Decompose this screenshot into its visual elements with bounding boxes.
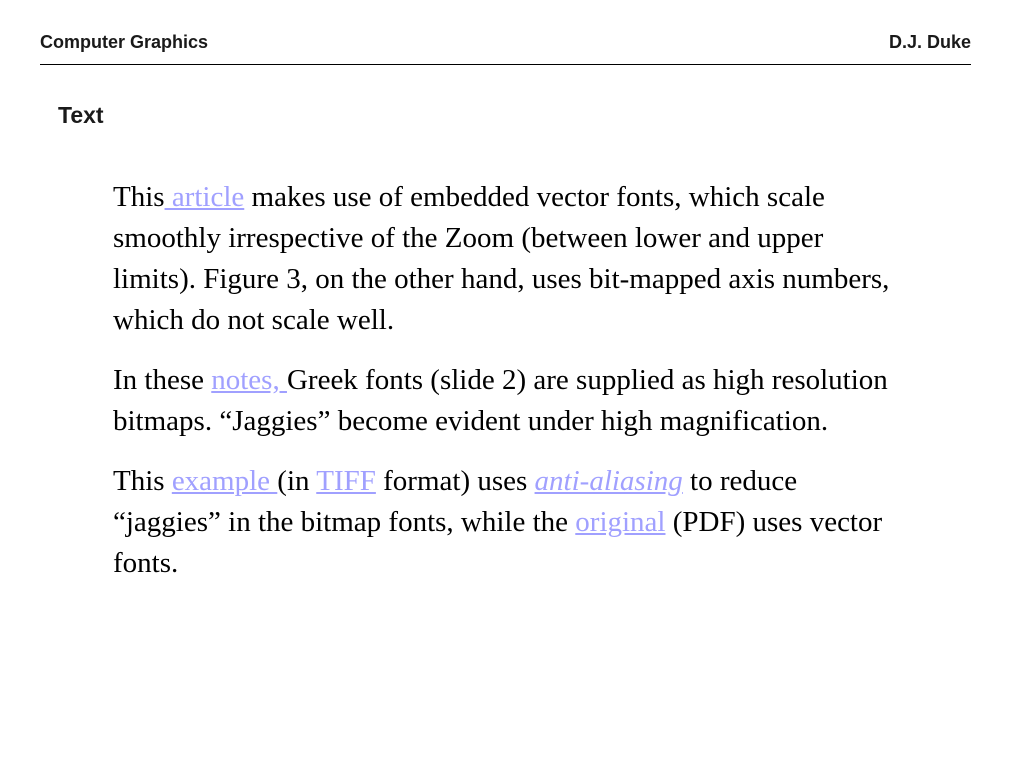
tiff-link[interactable]: TIFF — [316, 465, 376, 497]
paragraph-1 — [113, 177, 903, 341]
paragraph-1-text: This — [113, 181, 165, 213]
paragraph-2-text: Greek fonts (slide 2) are supplied as high resolution bitmaps. “Jaggies” become evident under high magnification. — [113, 364, 888, 437]
paragraph-3 — [113, 461, 903, 584]
slide-header — [40, 30, 971, 65]
author-name: D.J. Duke — [888, 32, 971, 52]
paragraph-3-text: (in — [277, 465, 317, 497]
paragraph-3-text: format) uses — [375, 465, 535, 497]
original-link[interactable]: original — [575, 506, 666, 538]
example-link[interactable]: example — [171, 465, 278, 497]
slide-body — [113, 177, 913, 603]
paragraph-3-text: This — [113, 465, 172, 497]
paragraph-1-text: makes use of embedded vector fonts, which scale smoothly irrespective of the Zoom (between lower and upper limits). Figure 3, on the other hand, uses bit-mapped axis numbers, which do not scale well. — [113, 181, 890, 336]
slide-title: Text — [58, 102, 104, 128]
anti-aliasing-link[interactable]: anti-aliasing — [534, 465, 683, 497]
notes-link[interactable]: notes, — [211, 364, 287, 396]
paragraph-2-text: In these — [113, 364, 212, 396]
article-link[interactable]: article — [164, 181, 245, 213]
paragraph-3-text: (PDF) uses vector fonts. — [113, 506, 883, 579]
paragraph-2 — [113, 360, 903, 442]
course-title: Computer Graphics — [40, 32, 209, 52]
paragraph-3-text: to reduce “jaggies” in the bitmap fonts, while the — [113, 465, 798, 538]
